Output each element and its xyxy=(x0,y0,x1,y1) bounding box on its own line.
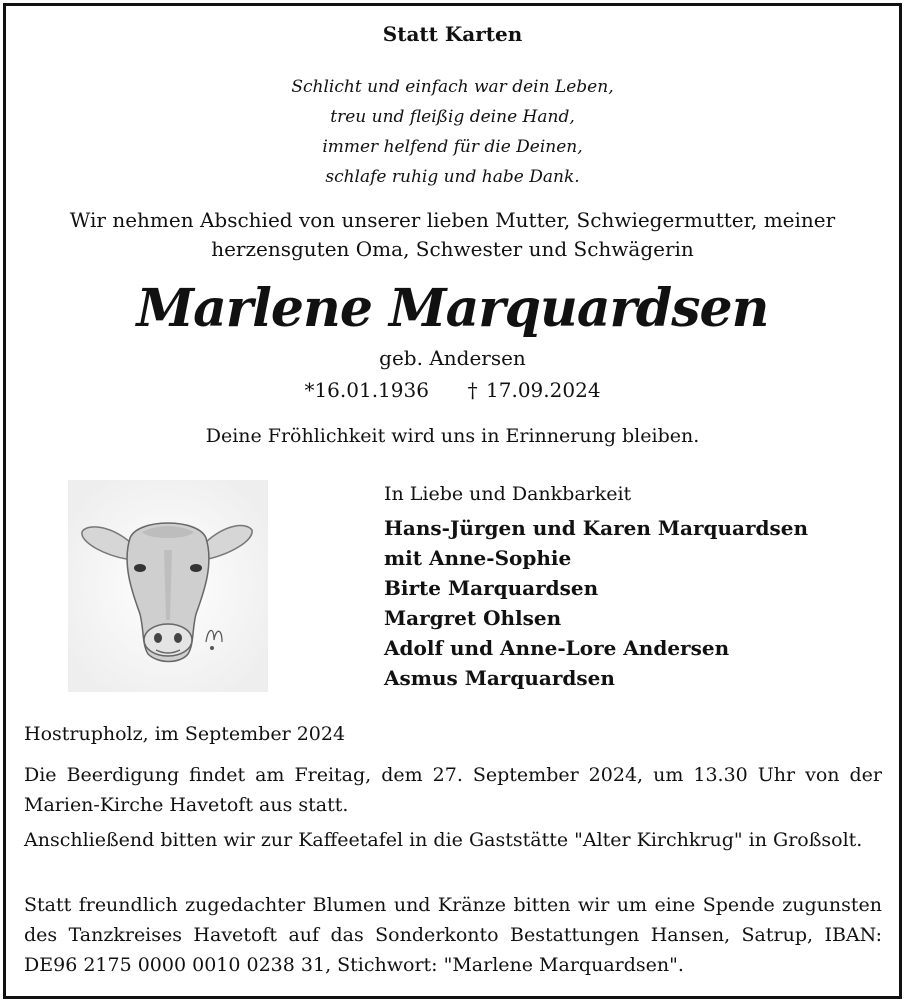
donation-info: Statt freundlich zugedachter Blumen und Kränze bitten wir um eine Spende zugunsten des Tanzkreises Havetoft auf das Sonderkonto Bestattungen Hansen, Satrup, IBAN: DE96 2175 0000 0010 0238 31, Stichwort: "Marlene Marquardsen". xyxy=(24,894,882,976)
motto: Deine Fröhlichkeit wird uns in Erinnerung bleiben. xyxy=(205,425,700,447)
notice-header: Statt Karten xyxy=(382,22,523,46)
poem xyxy=(0,72,905,192)
birth-name: geb. Andersen xyxy=(379,346,526,370)
cow-drawing-icon xyxy=(68,480,268,692)
mourner-name: Birte Marquardsen xyxy=(384,576,599,600)
poem-line: immer helfend für die Deinen, xyxy=(322,137,583,157)
mourner-name: Hans-Jürgen und Karen Marquardsen xyxy=(384,516,809,540)
birth-date: *16.01.1936 xyxy=(304,378,429,402)
mourners-list xyxy=(384,483,808,693)
farewell-line: herzensguten Oma, Schwester und Schwägerin xyxy=(211,237,694,261)
farewell-line: Wir nehmen Abschied von unserer lieben Mutter, Schwiegermutter, meiner xyxy=(69,208,836,232)
mourner-name: mit Anne-Sophie xyxy=(384,546,572,570)
poem-line: treu und fleißig deine Hand, xyxy=(330,107,575,127)
poem-line: Schlicht und einfach war dein Leben, xyxy=(291,77,614,97)
place-date: Hostrupholz, im September 2024 xyxy=(24,723,346,745)
mourner-name: Margret Ohlsen xyxy=(384,606,562,630)
poem-line: schlafe ruhig und habe Dank. xyxy=(325,167,580,187)
mourner-name: Asmus Marquardsen xyxy=(384,666,615,690)
reception-info: Anschließend bitten wir zur Kaffeetafel in die Gaststätte "Alter Kirchkrug" in Großsolt. xyxy=(24,829,863,851)
mourners-intro: In Liebe und Dankbarkeit xyxy=(384,483,632,505)
funeral-info: Die Beerdigung findet am Freitag, dem 27. September 2024, um 13.30 Uhr von der Marien-Kirche Havetoft aus statt. xyxy=(24,764,882,816)
farewell-text xyxy=(0,206,905,264)
deceased-name: Marlene Marquardsen xyxy=(136,278,769,339)
death-date: † 17.09.2024 xyxy=(467,378,601,402)
mourner-name: Adolf und Anne-Lore Andersen xyxy=(384,636,730,660)
life-dates xyxy=(0,378,905,402)
